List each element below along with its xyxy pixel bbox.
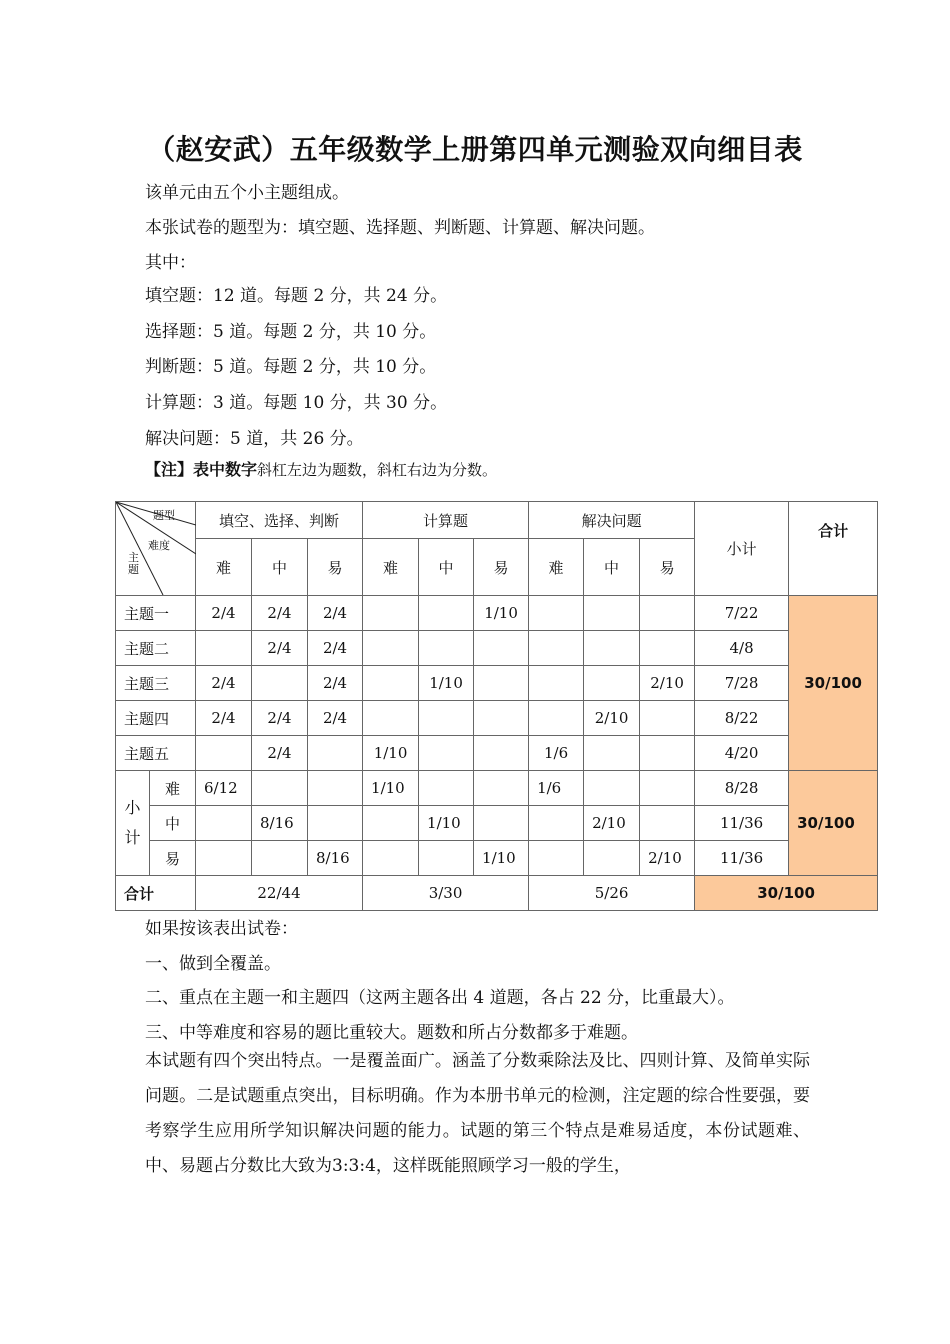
table-cell bbox=[308, 806, 363, 841]
table-cell: 2/4 bbox=[252, 736, 308, 771]
table-cell bbox=[640, 631, 695, 666]
total-row bbox=[116, 876, 878, 911]
table-cell bbox=[196, 841, 252, 876]
topic-label: 主题五 bbox=[116, 736, 196, 771]
after-line-3: 二、重点在主题一和主题四（这两主题各出 4 道题，各占 22 分，比重最大）。 bbox=[145, 988, 735, 1008]
intro-line-7: 计算题：3 道。每题 10 分，共 30 分。 bbox=[145, 393, 448, 413]
table-cell: 8/16 bbox=[252, 806, 308, 841]
table-cell bbox=[529, 631, 584, 666]
total-row-label: 合计 bbox=[116, 876, 196, 911]
table-row bbox=[116, 666, 878, 701]
difficulty-total: 30/100 bbox=[789, 771, 878, 876]
table-cell bbox=[363, 806, 419, 841]
table-cell: 2/10 bbox=[640, 666, 695, 701]
difficulty-label: 中 bbox=[150, 806, 196, 841]
intro-line-2: 本张试卷的题型为：填空题、选择题、判断题、计算题、解决问题。 bbox=[145, 218, 655, 238]
table-row bbox=[116, 596, 878, 631]
intro-line-4: 填空题：12 道。每题 2 分，共 24 分。 bbox=[145, 286, 448, 306]
table-cell: 2/4 bbox=[252, 596, 308, 631]
topic-label: 主题四 bbox=[116, 701, 196, 736]
row-subtotal: 7/28 bbox=[695, 666, 789, 701]
detail-table bbox=[115, 501, 878, 911]
difficulty-label: 难 bbox=[150, 771, 196, 806]
intro-line-8: 解决问题：5 道，共 26 分。 bbox=[145, 429, 364, 449]
table-cell: 2/10 bbox=[640, 841, 695, 876]
table-cell: 2/4 bbox=[196, 701, 252, 736]
subtotal-group-label: 小计 bbox=[116, 771, 150, 876]
table-cell bbox=[640, 806, 695, 841]
table-cell bbox=[529, 841, 584, 876]
table-cell: 2/4 bbox=[308, 701, 363, 736]
row-subtotal: 8/28 bbox=[695, 771, 789, 806]
table-cell bbox=[419, 771, 474, 806]
row-subtotal: 4/20 bbox=[695, 736, 789, 771]
table-cell bbox=[584, 736, 640, 771]
table-cell bbox=[252, 841, 308, 876]
topic-label: 主题二 bbox=[116, 631, 196, 666]
difficulty-label: 易 bbox=[150, 841, 196, 876]
table-cell: 8/16 bbox=[308, 841, 363, 876]
table-cell bbox=[529, 806, 584, 841]
table-cell bbox=[474, 771, 529, 806]
table-cell bbox=[529, 596, 584, 631]
table-cell: 1/6 bbox=[529, 771, 584, 806]
after-line-4: 三、中等难度和容易的题比重较大。题数和所占分数都多于难题。 bbox=[145, 1023, 638, 1043]
header-calculation: 计算题 bbox=[363, 502, 529, 539]
total-problem-solving: 5/26 bbox=[529, 876, 695, 911]
table-cell: 1/10 bbox=[474, 596, 529, 631]
difficulty-easy: 易 bbox=[308, 539, 363, 596]
topic-total: 30/100 bbox=[789, 596, 878, 771]
difficulty-medium: 中 bbox=[419, 539, 474, 596]
table-cell bbox=[252, 666, 308, 701]
table-cell bbox=[419, 841, 474, 876]
table-cell: 2/10 bbox=[584, 806, 640, 841]
row-subtotal: 11/36 bbox=[695, 806, 789, 841]
table-cell: 1/6 bbox=[529, 736, 584, 771]
table-cell bbox=[196, 806, 252, 841]
row-subtotal: 11/36 bbox=[695, 841, 789, 876]
table-cell: 1/10 bbox=[474, 841, 529, 876]
summary-paragraph: 本试题有四个突出特点。一是覆盖面广。涵盖了分数乘除法及比、四则计算、及简单实际问题。二是试题重点突出，目标明确。作为本册书单元的检测，注定题的综合性要强，要考察学生应用所学知识解决问题的能力。试题的第三个特点是难易适度，本份试题难、中、易题占分数比大致为3:3:4，这样既能照顾学习一般的学生， bbox=[145, 1051, 810, 1176]
table-cell bbox=[196, 631, 252, 666]
header-fill-choice-judge: 填空、选择、判断 bbox=[196, 502, 363, 539]
table-cell bbox=[640, 701, 695, 736]
table-cell bbox=[363, 841, 419, 876]
grand-total: 30/100 bbox=[695, 876, 878, 911]
table-cell bbox=[584, 666, 640, 701]
table-cell bbox=[474, 666, 529, 701]
table-cell: 2/4 bbox=[196, 596, 252, 631]
table-cell: 6/12 bbox=[196, 771, 252, 806]
table-row bbox=[116, 736, 878, 771]
table-cell: 2/4 bbox=[252, 701, 308, 736]
note-prefix: 【注】表中数字 bbox=[145, 460, 258, 479]
after-line-1: 如果按该表出试卷： bbox=[145, 919, 298, 939]
table-note bbox=[145, 457, 497, 480]
table-cell: 2/4 bbox=[308, 666, 363, 701]
difficulty-hard: 难 bbox=[196, 539, 252, 596]
table-cell bbox=[474, 631, 529, 666]
difficulty-hard: 难 bbox=[529, 539, 584, 596]
table-cell bbox=[474, 701, 529, 736]
row-subtotal: 8/22 bbox=[695, 701, 789, 736]
table-cell bbox=[252, 771, 308, 806]
table-cell bbox=[363, 666, 419, 701]
page-title: （赵安武）五年级数学上册第四单元测验双向细目表 bbox=[147, 133, 803, 166]
table-cell: 1/10 bbox=[419, 806, 474, 841]
table-row bbox=[116, 841, 878, 876]
table-cell: 1/10 bbox=[363, 736, 419, 771]
table-cell: 1/10 bbox=[363, 771, 419, 806]
table-cell bbox=[474, 736, 529, 771]
table-cell bbox=[419, 701, 474, 736]
intro-line-6: 判断题：5 道。每题 2 分，共 10 分。 bbox=[145, 357, 437, 377]
difficulty-hard: 难 bbox=[363, 539, 419, 596]
table-row bbox=[116, 631, 878, 666]
table-cell bbox=[308, 771, 363, 806]
difficulty-medium: 中 bbox=[584, 539, 640, 596]
table-cell bbox=[363, 631, 419, 666]
table-cell bbox=[363, 596, 419, 631]
row-subtotal: 4/8 bbox=[695, 631, 789, 666]
table-cell bbox=[308, 736, 363, 771]
table-cell bbox=[419, 736, 474, 771]
table-row bbox=[116, 701, 878, 736]
table-cell bbox=[584, 841, 640, 876]
intro-line-3: 其中： bbox=[145, 253, 196, 273]
table-cell: 2/4 bbox=[308, 596, 363, 631]
difficulty-medium: 中 bbox=[252, 539, 308, 596]
corner-label-difficulty: 难度 bbox=[148, 539, 170, 552]
total-calculation: 3/30 bbox=[363, 876, 529, 911]
table-cell bbox=[196, 736, 252, 771]
header-problem-solving: 解决问题 bbox=[529, 502, 695, 539]
corner-header bbox=[116, 502, 196, 596]
difficulty-easy: 易 bbox=[640, 539, 695, 596]
table-cell: 2/4 bbox=[252, 631, 308, 666]
corner-label-topic: 主题 bbox=[128, 551, 139, 576]
topic-label: 主题一 bbox=[116, 596, 196, 631]
total-fill-choice-judge: 22/44 bbox=[196, 876, 363, 911]
table-row bbox=[116, 806, 878, 841]
note-text: 斜杠左边为题数，斜杠右边为分数。 bbox=[257, 461, 498, 479]
table-cell bbox=[640, 596, 695, 631]
table-cell bbox=[640, 771, 695, 806]
table-cell: 1/10 bbox=[419, 666, 474, 701]
intro-line-1: 该单元由五个小主题组成。 bbox=[145, 183, 349, 203]
table-cell bbox=[363, 701, 419, 736]
table-cell bbox=[584, 631, 640, 666]
table-cell bbox=[584, 771, 640, 806]
difficulty-easy: 易 bbox=[474, 539, 529, 596]
intro-line-5: 选择题：5 道。每题 2 分，共 10 分。 bbox=[145, 322, 437, 342]
table-cell bbox=[474, 806, 529, 841]
table-cell bbox=[640, 736, 695, 771]
header-subtotal: 小计 bbox=[695, 502, 789, 596]
table-cell: 2/4 bbox=[196, 666, 252, 701]
table-cell bbox=[419, 631, 474, 666]
topic-label: 主题三 bbox=[116, 666, 196, 701]
table-cell bbox=[529, 701, 584, 736]
table-cell: 2/4 bbox=[308, 631, 363, 666]
table-cell bbox=[584, 596, 640, 631]
table-cell: 2/10 bbox=[584, 701, 640, 736]
table-cell bbox=[529, 666, 584, 701]
after-line-2: 一、做到全覆盖。 bbox=[145, 954, 281, 974]
table-cell bbox=[419, 596, 474, 631]
table-row bbox=[116, 771, 878, 806]
corner-label-type: 题型 bbox=[153, 509, 175, 522]
row-subtotal: 7/22 bbox=[695, 596, 789, 631]
header-total: 合计 bbox=[789, 502, 878, 596]
